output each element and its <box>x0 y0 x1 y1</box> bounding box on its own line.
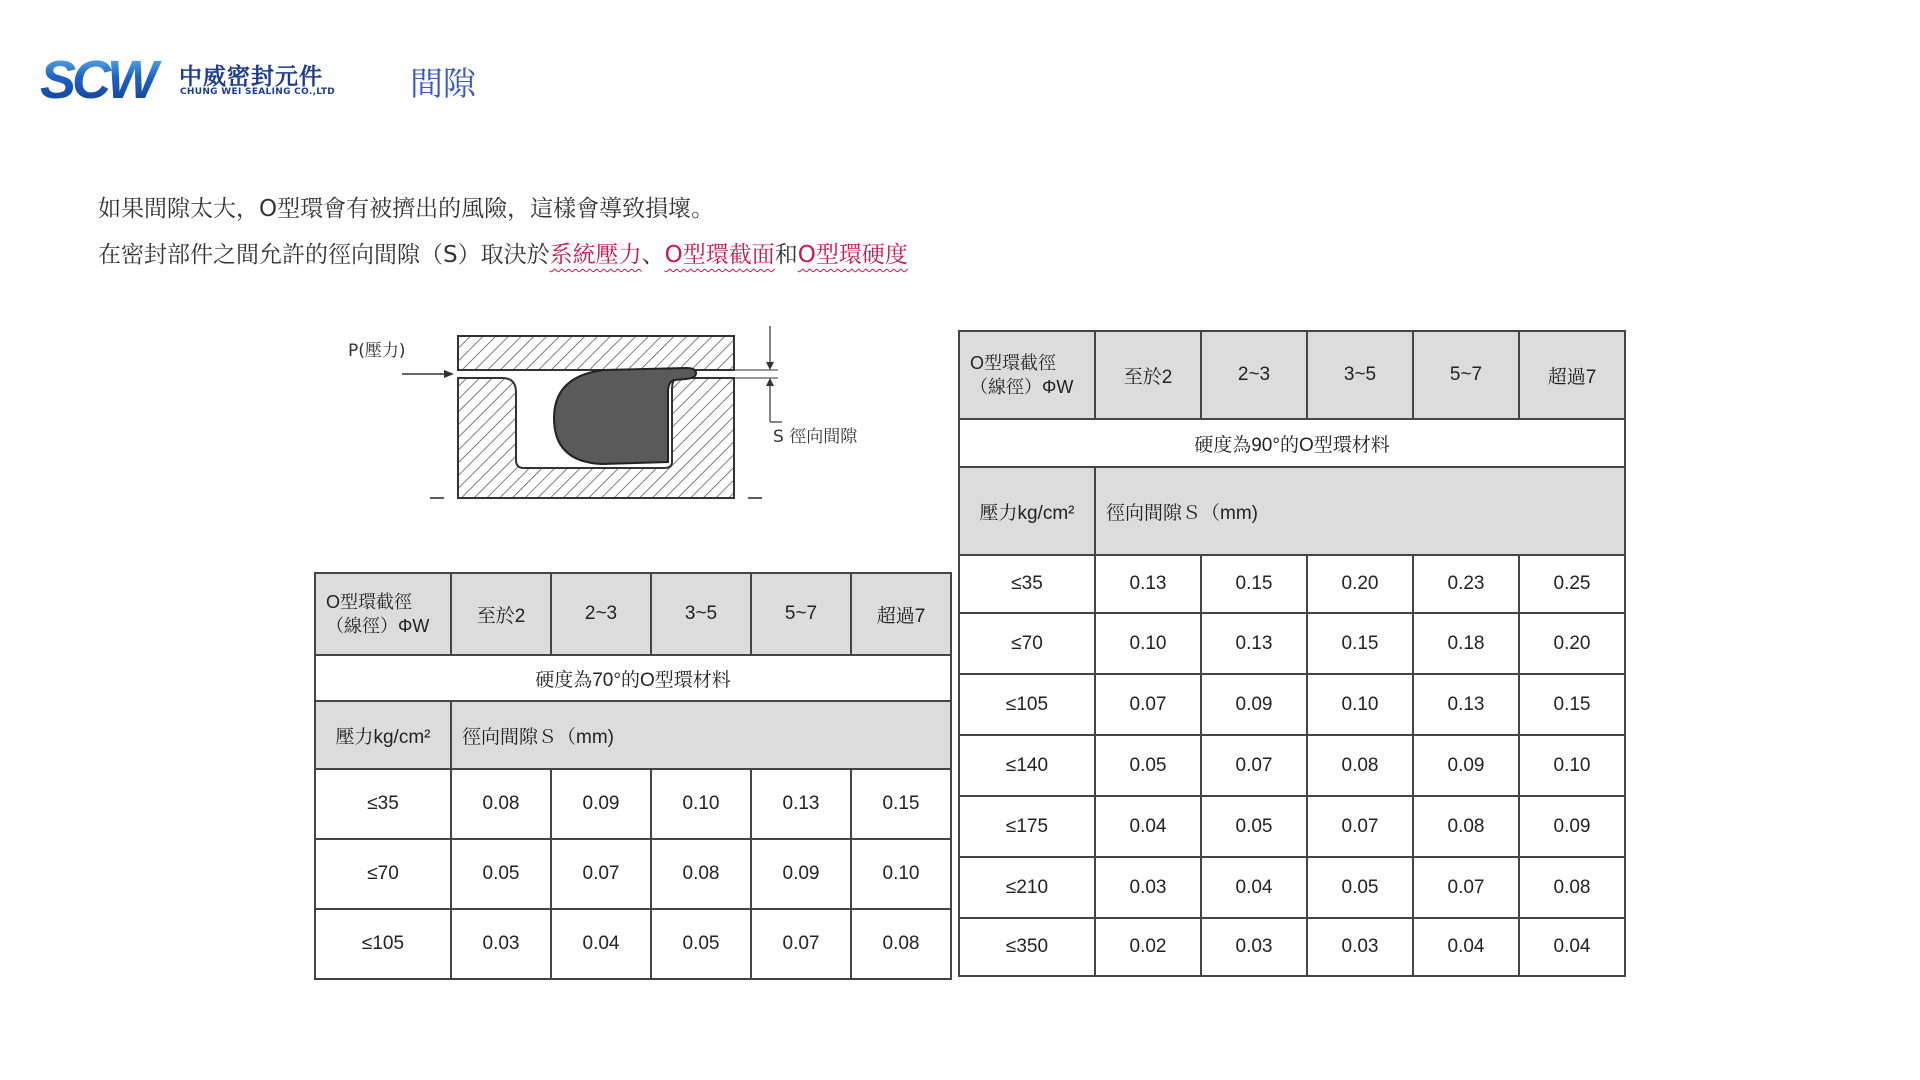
gap-header: 徑向間隙Ｓ（mm) <box>451 701 951 769</box>
size-col-3: 3~5 <box>1307 331 1413 419</box>
pressure-cell: ≤70 <box>959 613 1095 674</box>
gap-table-90-shore <box>958 330 1626 977</box>
gap-value: 0.05 <box>651 909 751 979</box>
intro-text <box>98 186 908 278</box>
gap-value: 0.13 <box>1413 674 1519 735</box>
pressure-cell: ≤175 <box>959 796 1095 857</box>
material-row: 硬度為70°的O型環材料 <box>315 655 951 701</box>
gap-value: 0.07 <box>551 839 651 909</box>
size-col-4: 5~7 <box>1413 331 1519 419</box>
pressure-cell: ≤350 <box>959 918 1095 976</box>
size-col-1: 至於2 <box>451 573 551 655</box>
gap-value: 0.09 <box>1201 674 1307 735</box>
size-col-2: 2~3 <box>551 573 651 655</box>
size-col-3: 3~5 <box>651 573 751 655</box>
gap-value: 0.03 <box>1095 857 1201 918</box>
pressure-cell: ≤105 <box>959 674 1095 735</box>
gap-value: 0.23 <box>1413 555 1519 613</box>
table-row <box>959 674 1625 735</box>
gap-value: 0.10 <box>1095 613 1201 674</box>
highlight-system-pressure: 系統壓力 <box>549 242 642 268</box>
gap-value: 0.09 <box>751 839 851 909</box>
gap-value: 0.08 <box>651 839 751 909</box>
table-row <box>315 909 951 979</box>
pressure-cell: ≤140 <box>959 735 1095 796</box>
gap-value: 0.03 <box>1201 918 1307 976</box>
size-col-5: 超過7 <box>1519 331 1625 419</box>
company-logo[interactable] <box>38 52 338 108</box>
gap-header: 徑向間隙Ｓ（mm) <box>1095 467 1625 555</box>
gap-value: 0.13 <box>1201 613 1307 674</box>
gap-value: 0.05 <box>1307 857 1413 918</box>
table-row <box>315 839 951 909</box>
gap-value: 0.07 <box>1307 796 1413 857</box>
gap-value: 0.08 <box>1413 796 1519 857</box>
size-col-1: 至於2 <box>1095 331 1201 419</box>
table-row <box>959 857 1625 918</box>
gap-value: 0.07 <box>1095 674 1201 735</box>
pressure-header: 壓力kg/cm² <box>959 467 1095 555</box>
highlight-oring-hardness: O型環硬度 <box>797 242 908 268</box>
scw-logo-mark-icon <box>38 52 173 108</box>
gap-value: 0.15 <box>1519 674 1625 735</box>
highlight-oring-section: O型環截面 <box>664 242 775 268</box>
size-col-4: 5~7 <box>751 573 851 655</box>
intro-and: 和 <box>774 242 798 268</box>
gap-value: 0.07 <box>1413 857 1519 918</box>
gap-value: 0.09 <box>1519 796 1625 857</box>
size-header: O型環截徑（線徑）ΦW <box>315 573 451 655</box>
gap-value: 0.13 <box>751 769 851 839</box>
pressure-cell: ≤70 <box>315 839 451 909</box>
gap-value: 0.03 <box>451 909 551 979</box>
oring-gap-diagram <box>340 326 900 506</box>
table-row <box>959 555 1625 613</box>
pressure-cell: ≤210 <box>959 857 1095 918</box>
gap-value: 0.13 <box>1095 555 1201 613</box>
logo-text-en: CHUNG WEI SEALING CO.,LTD <box>180 87 336 97</box>
pressure-arrow-head-icon <box>444 370 454 378</box>
pressure-cell: ≤35 <box>315 769 451 839</box>
pressure-cell: ≤35 <box>959 555 1095 613</box>
gap-arrow-down-icon <box>766 362 774 370</box>
table-row <box>315 769 951 839</box>
svg-text:SCW: SCW <box>40 52 154 108</box>
gap-value: 0.05 <box>451 839 551 909</box>
intro-line-2 <box>98 232 908 278</box>
pressure-cell: ≤105 <box>315 909 451 979</box>
material-row: 硬度為90°的O型環材料 <box>959 419 1625 467</box>
gap-value: 0.08 <box>1307 735 1413 796</box>
gap-value: 0.25 <box>1519 555 1625 613</box>
gap-value: 0.07 <box>1201 735 1307 796</box>
gap-table-70-shore <box>314 572 952 980</box>
intro-line-2-prefix: 在密封部件之間允許的徑向間隙（S）取決於 <box>98 242 550 268</box>
gap-value: 0.05 <box>1095 735 1201 796</box>
page-title: 間隙 <box>410 64 476 103</box>
size-col-2: 2~3 <box>1201 331 1307 419</box>
gap-value: 0.20 <box>1519 613 1625 674</box>
gland-cross-section <box>340 326 900 506</box>
gap-value: 0.10 <box>651 769 751 839</box>
gap-value: 0.10 <box>1519 735 1625 796</box>
gap-value: 0.09 <box>551 769 651 839</box>
pressure-label: P(壓力) <box>348 341 406 361</box>
gap-value: 0.03 <box>1307 918 1413 976</box>
radial-gap-label: S 徑向間隙 <box>773 427 858 447</box>
gap-value: 0.04 <box>551 909 651 979</box>
gap-value: 0.09 <box>1413 735 1519 796</box>
gap-value: 0.02 <box>1095 918 1201 976</box>
upper-plate <box>458 336 734 370</box>
gap-value: 0.04 <box>1413 918 1519 976</box>
gap-value: 0.08 <box>451 769 551 839</box>
gap-value: 0.04 <box>1095 796 1201 857</box>
gap-value: 0.15 <box>1307 613 1413 674</box>
size-header: O型環截徑（線徑）ΦW <box>959 331 1095 419</box>
gap-value: 0.07 <box>751 909 851 979</box>
table-row <box>959 613 1625 674</box>
gap-value: 0.04 <box>1519 918 1625 976</box>
gap-value: 0.18 <box>1413 613 1519 674</box>
table-row <box>959 918 1625 976</box>
gap-value: 0.08 <box>1519 857 1625 918</box>
size-col-5: 超過7 <box>851 573 951 655</box>
gap-arrow-up-icon <box>766 378 774 386</box>
gap-value: 0.15 <box>851 769 951 839</box>
table-row <box>959 735 1625 796</box>
pressure-header: 壓力kg/cm² <box>315 701 451 769</box>
logo-text-cn: 中威密封元件 <box>179 64 323 90</box>
gap-value: 0.08 <box>851 909 951 979</box>
gap-value: 0.05 <box>1201 796 1307 857</box>
intro-line-1: 如果間隙太大，O型環會有被擠出的風險，這樣會導致損壞。 <box>98 196 715 222</box>
gap-value: 0.15 <box>1201 555 1307 613</box>
gap-value: 0.20 <box>1307 555 1413 613</box>
gap-value: 0.10 <box>851 839 951 909</box>
gap-value: 0.10 <box>1307 674 1413 735</box>
gap-value: 0.04 <box>1201 857 1307 918</box>
table-row <box>959 796 1625 857</box>
intro-separator: 、 <box>641 242 665 268</box>
